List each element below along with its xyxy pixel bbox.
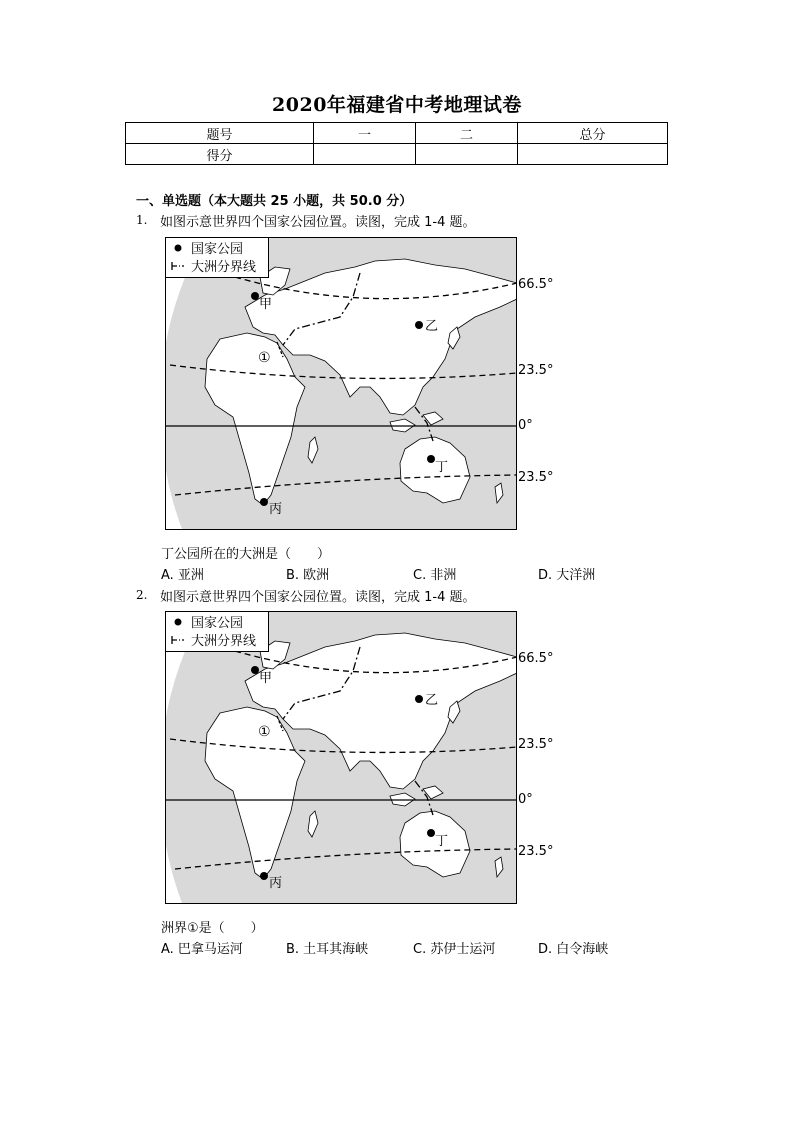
- boundary-marker-label: ①: [258, 350, 271, 366]
- park-label: 丙: [269, 502, 283, 517]
- table-cell: 总分: [518, 123, 668, 144]
- page-title: 2020年福建省中考地理试卷: [272, 94, 522, 116]
- latitude-label: 0°: [518, 418, 533, 433]
- world-map: [165, 237, 517, 530]
- park-label: 丁: [435, 460, 449, 475]
- table-cell: 题号: [126, 123, 314, 144]
- park-label: 甲: [259, 297, 273, 312]
- park-label: 丁: [435, 834, 449, 849]
- question-stem: 如图示意世界四个国家公园位置。读图，完成 1-4 题。: [160, 215, 476, 230]
- option-a[interactable]: A. 亚洲: [161, 568, 204, 583]
- park-dot-icon: [260, 498, 268, 506]
- park-dot-icon: [415, 321, 423, 329]
- legend-park-label: 国家公园: [191, 242, 244, 257]
- park-label: 甲: [259, 671, 273, 686]
- latitude-label: 66.5°: [518, 651, 554, 666]
- table-cell: [314, 144, 416, 165]
- table-cell: 二: [416, 123, 518, 144]
- table-row: [126, 144, 668, 165]
- legend-boundary-label: 大洲分界线: [191, 634, 257, 649]
- section-heading: 一、单选题（本大题共 25 小题，共 50.0 分）: [136, 194, 413, 209]
- option-d[interactable]: D. 白令海峡: [538, 942, 609, 957]
- table-cell: 一: [314, 123, 416, 144]
- option-b[interactable]: B. 土耳其海峡: [286, 942, 369, 957]
- park-dot-icon: [427, 829, 435, 837]
- table-cell: 得分: [126, 144, 314, 165]
- table-row: [126, 123, 668, 144]
- option-a[interactable]: A. 巴拿马运河: [161, 942, 243, 957]
- question-text: 丁公园所在的大洲是（ ）: [161, 547, 331, 562]
- option-b[interactable]: B. 欧洲: [286, 568, 330, 583]
- latitude-label: 23.5°: [518, 737, 554, 752]
- table-cell: [518, 144, 668, 165]
- legend-park-label: 国家公园: [191, 616, 244, 631]
- park-dot-icon: [427, 455, 435, 463]
- question-number: 1.: [136, 213, 148, 227]
- park-dot-icon: [260, 872, 268, 880]
- world-map: [165, 611, 517, 904]
- park-dot-icon: [415, 695, 423, 703]
- park-dot-icon: [175, 245, 182, 252]
- question-stem: 如图示意世界四个国家公园位置。读图，完成 1-4 题。: [160, 590, 476, 605]
- option-d[interactable]: D. 大洋洲: [538, 568, 596, 583]
- park-dot-icon: [251, 666, 259, 674]
- park-dot-icon: [251, 292, 259, 300]
- latitude-label: 23.5°: [518, 470, 554, 485]
- score-table: [125, 122, 668, 165]
- option-c[interactable]: C. 苏伊士运河: [413, 942, 496, 957]
- boundary-marker-label: ①: [258, 724, 271, 740]
- table-cell: [416, 144, 518, 165]
- latitude-label: 0°: [518, 792, 533, 807]
- park-label: 乙: [425, 693, 439, 708]
- park-dot-icon: [175, 619, 182, 626]
- question-number: 2.: [136, 588, 148, 602]
- park-label: 丙: [269, 876, 283, 891]
- park-label: 乙: [425, 319, 439, 334]
- latitude-label: 23.5°: [518, 363, 554, 378]
- latitude-label: 23.5°: [518, 844, 554, 859]
- option-c[interactable]: C. 非洲: [413, 568, 457, 583]
- question-text: 洲界①是（ ）: [161, 921, 264, 936]
- legend-boundary-label: 大洲分界线: [191, 260, 257, 275]
- latitude-label: 66.5°: [518, 277, 554, 292]
